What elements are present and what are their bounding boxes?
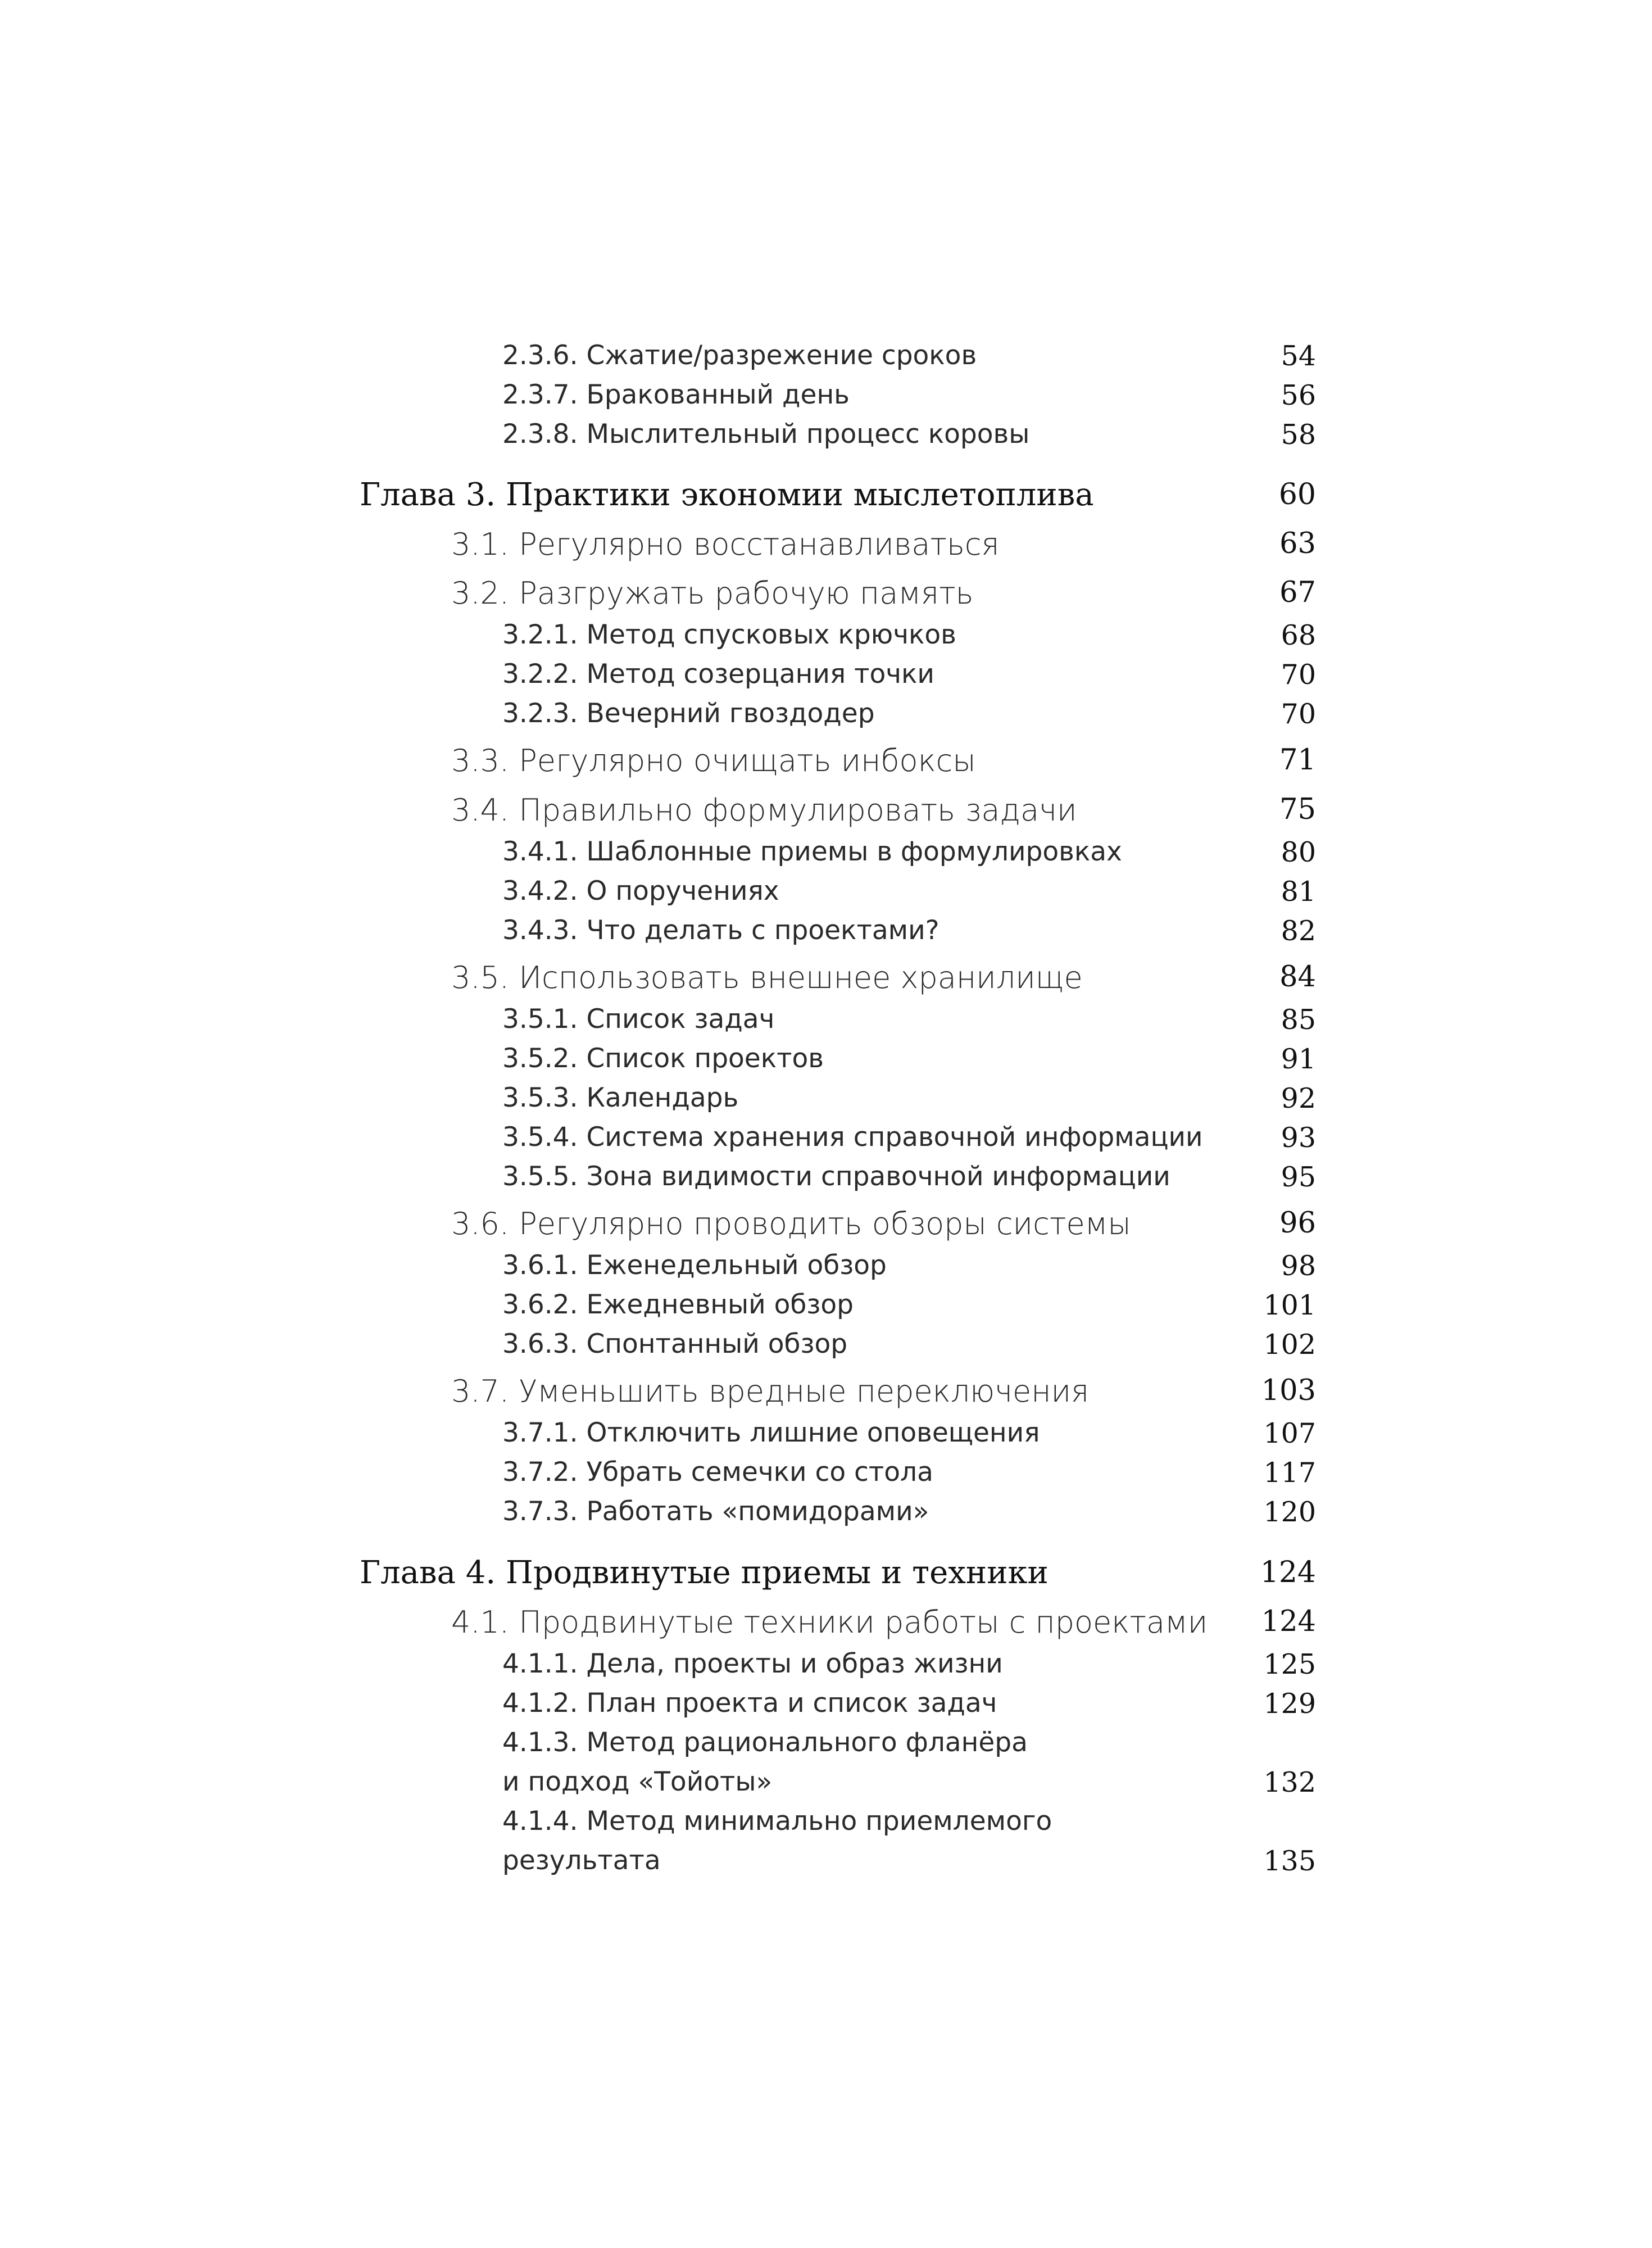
page-number: 135 [1263,1845,1316,1877]
page-number: 84 [1279,960,1316,994]
toc-section-3-1: 3.1. Регулярно восстанавливаться [451,527,1000,562]
page-number: 63 [1279,527,1316,560]
page-number: 120 [1263,1496,1316,1528]
page-number: 102 [1263,1329,1316,1361]
toc-entry-2-3-7: 2.3.7. Бракованный день [502,379,850,410]
page-number: 101 [1263,1289,1316,1321]
toc-entry-3-6-2: 3.6.2. Ежедневный обзор [502,1289,854,1320]
toc-entry-4-1-4-continued: результата [502,1845,661,1876]
page-number: 132 [1263,1766,1316,1798]
toc-chapter-3: Глава 3. Практики экономии мыслетоплива [360,477,1094,513]
toc-entry-2-3-8: 2.3.8. Мыслительный процесс коровы [502,419,1030,450]
page-number: 68 [1281,619,1316,651]
toc-entry-4-1-3-continued: и подход «Тойоты» [502,1766,773,1797]
page-number: 80 [1281,836,1316,868]
page-number: 96 [1279,1207,1316,1240]
page-number: 54 [1281,340,1316,372]
page-number: 75 [1279,793,1316,826]
page-number: 93 [1281,1122,1316,1154]
page-number: 103 [1261,1374,1316,1407]
toc-entry-4-1-2: 4.1.2. План проекта и список задач [502,1688,997,1719]
toc-entry-2-3-6: 2.3.6. Сжатие/разрежение сроков [502,340,977,371]
page-number: 81 [1281,876,1316,908]
page-number: 129 [1263,1688,1316,1720]
page-number: 124 [1260,1556,1316,1589]
toc-entry-4-1-3: 4.1.3. Метод рационального фланёра [502,1727,1028,1758]
page-number: 125 [1263,1648,1316,1680]
toc-entry-3-7-1: 3.7.1. Отключить лишние оповещения [502,1417,1040,1448]
toc-section-3-7: 3.7. Уменьшить вредные переключения [451,1374,1090,1409]
toc-entry-3-2-2: 3.2.2. Метод созерцания точки [502,659,934,690]
toc-entry-3-7-3: 3.7.3. Работать «помидорами» [502,1496,929,1527]
page-number: 70 [1281,698,1316,730]
toc-entry-3-5-1: 3.5.1. Список задач [502,1004,775,1035]
page-number: 58 [1281,419,1316,451]
page-number: 91 [1281,1043,1316,1075]
toc-entry-3-4-1: 3.4.1. Шаблонные приемы в формулировках [502,836,1122,867]
page-number: 70 [1281,659,1316,691]
page-number: 98 [1281,1250,1316,1282]
toc-chapter-4: Глава 4. Продвинутые приемы и техники [360,1554,1049,1591]
toc-entry-3-6-1: 3.6.1. Еженедельный обзор [502,1250,887,1281]
page-number: 107 [1263,1417,1316,1449]
page-number: 56 [1281,379,1316,411]
toc-section-3-5: 3.5. Использовать внешнее хранилище [451,960,1083,995]
toc-entry-3-4-2: 3.4.2. О поручениях [502,876,779,907]
page-number: 60 [1278,478,1316,511]
toc-entry-3-2-1: 3.2.1. Метод спусковых крючков [502,619,956,650]
toc-entry-3-5-2: 3.5.2. Список проектов [502,1043,824,1074]
page-number: 85 [1281,1004,1316,1036]
page-number: 92 [1281,1082,1316,1114]
toc-entry-4-1-1: 4.1.1. Дела, проекты и образ жизни [502,1648,1003,1679]
page-number: 124 [1261,1605,1316,1638]
toc-entry-4-1-4: 4.1.4. Метод минимально приемлемого [502,1806,1052,1837]
page-number: 82 [1281,915,1316,947]
toc-section-3-4: 3.4. Правильно формулировать задачи [451,792,1077,828]
toc-entry-3-5-3: 3.5.3. Календарь [502,1082,739,1113]
toc-section-3-2: 3.2. Разгружать рабочую память [451,575,974,611]
page-number: 117 [1263,1457,1316,1489]
toc-entry-3-5-5: 3.5.5. Зона видимости справочной информации [502,1161,1170,1192]
toc-section-4-1: 4.1. Продвинутые техники работы с проектами [451,1605,1208,1640]
toc-entry-3-5-4: 3.5.4. Система хранения справочной информации [502,1122,1203,1153]
toc-entry-3-6-3: 3.6.3. Спонтанный обзор [502,1329,848,1359]
toc-section-3-6: 3.6. Регулярно проводить обзоры системы [451,1206,1131,1241]
toc-entry-3-4-3: 3.4.3. Что делать с проектами? [502,915,940,946]
toc-entry-3-7-2: 3.7.2. Убрать семечки со стола [502,1457,933,1488]
page-number: 95 [1281,1161,1316,1193]
toc-entry-3-2-3: 3.2.3. Вечерний гвоздодер [502,698,875,729]
toc-section-3-3: 3.3. Регулярно очищать инбоксы [451,743,976,778]
page-number: 67 [1279,576,1316,609]
page-number: 71 [1279,744,1316,777]
